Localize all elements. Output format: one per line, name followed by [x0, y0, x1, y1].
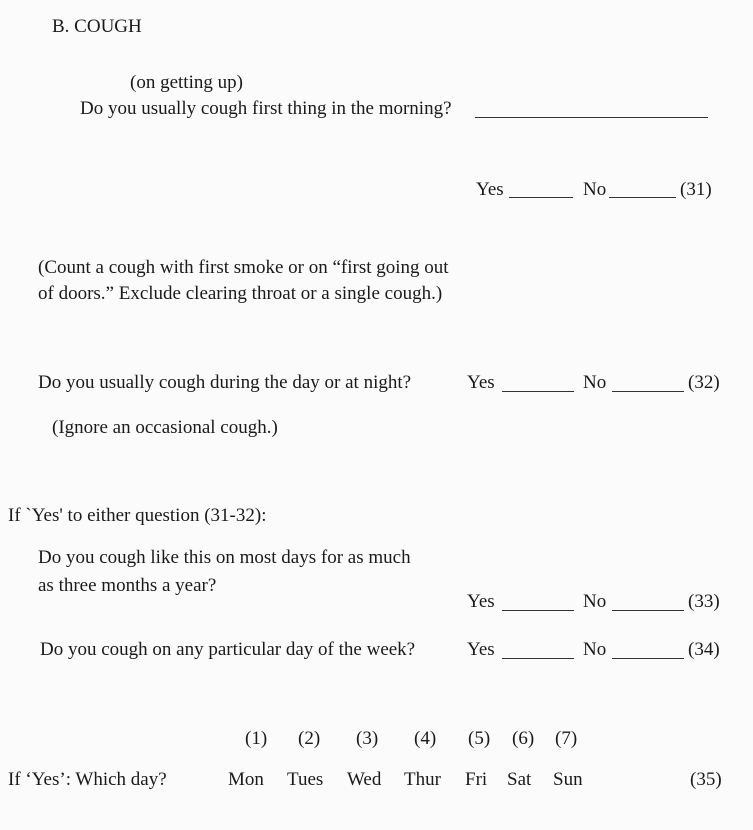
day-number: (3) [356, 728, 379, 749]
q33-no-label: No [583, 591, 607, 612]
section-title: B. COUGH [52, 16, 142, 37]
day-option-sat[interactable]: Sat [507, 769, 532, 790]
day-option-thur[interactable]: Thur [404, 769, 441, 790]
ignore-occasional-note: (Ignore an occasional cough.) [52, 417, 278, 438]
q32-no-blank[interactable] [612, 391, 684, 392]
q32-yes-blank[interactable] [502, 391, 574, 392]
q34-code: (34) [688, 639, 720, 660]
q32-no-label: No [583, 372, 607, 393]
conditional-instruction: If `Yes' to either question (31-32): [8, 505, 267, 526]
day-option-fri[interactable]: Fri [465, 769, 488, 790]
day-option-sun[interactable]: Sun [553, 769, 583, 790]
day-number: (4) [414, 728, 437, 749]
which-day-prompt: If ‘Yes’: Which day? [8, 769, 167, 790]
q33-yes-label: Yes [467, 591, 495, 612]
q33-yes-blank[interactable] [502, 610, 574, 611]
q31-yes-label: Yes [476, 179, 504, 200]
q32-code: (32) [688, 372, 720, 393]
day-number: (6) [512, 728, 535, 749]
day-option-tues[interactable]: Tues [287, 769, 324, 790]
q31-no-blank[interactable] [609, 197, 676, 198]
day-option-wed[interactable]: Wed [347, 769, 382, 790]
question-most-days-line1: Do you cough like this on most days for as much [38, 547, 411, 568]
on-getting-up-note: (on getting up) [130, 72, 243, 93]
question-most-days-line2: as three months a year? [38, 575, 217, 596]
morning-cough-answer-line[interactable] [475, 117, 708, 118]
q34-yes-label: Yes [467, 639, 495, 660]
day-number: (1) [245, 728, 268, 749]
q31-no-label: No [583, 179, 607, 200]
question-particular-day: Do you cough on any particular day of the week? [40, 639, 416, 660]
q31-yes-blank[interactable] [509, 197, 573, 198]
q33-code: (33) [688, 591, 720, 612]
question-morning-cough: Do you usually cough first thing in the morning? [80, 98, 452, 119]
q32-yes-label: Yes [467, 372, 495, 393]
question-day-or-night: Do you usually cough during the day or at night? [38, 372, 412, 393]
q33-no-blank[interactable] [612, 610, 684, 611]
day-number: (7) [555, 728, 578, 749]
q34-no-blank[interactable] [612, 658, 684, 659]
q31-code: (31) [680, 179, 712, 200]
day-number: (5) [468, 728, 491, 749]
q34-yes-blank[interactable] [502, 658, 574, 659]
day-number: (2) [298, 728, 321, 749]
count-cough-note: (Count a cough with first smoke or on “first going out of doors.” Exclude clearing throat or a single cough.) [38, 257, 449, 304]
q34-no-label: No [583, 639, 607, 660]
day-option-mon[interactable]: Mon [228, 769, 264, 790]
q35-code: (35) [690, 769, 722, 790]
